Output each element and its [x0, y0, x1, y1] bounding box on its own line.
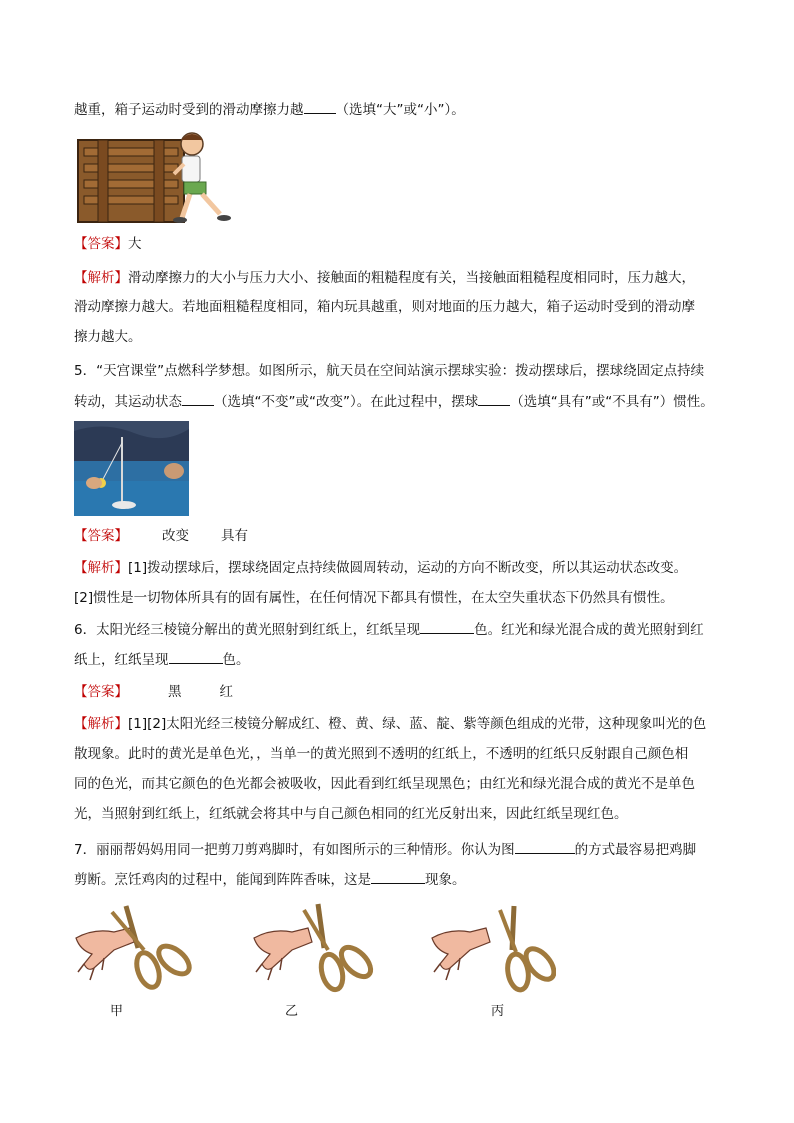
q7-blank-2: [371, 870, 425, 884]
q6-answer-line: 【答案】 黑 红: [74, 684, 233, 700]
q6-analysis-line-2: 散现象。此时的黄光是单色光，，当单一的黄光照到不透明的红纸上，不透明的红纸只反射跟自己颜色相: [74, 746, 689, 762]
q6-blank-2: [169, 650, 223, 664]
q7-blank-1: [515, 840, 575, 854]
q4-question-line: [74, 100, 465, 120]
q4-analysis-line-1: 【解析】滑动摩擦力的大小与压力大小、接触面的粗糙程度有关，当接触面粗糙程度相同时，压力越大，: [74, 270, 695, 286]
q4-analysis-line-2: 滑动摩擦力越大。若地面粗糙程度相同，箱内玩具越重，则对地面的压力越大，箱子运动时受到的滑动摩: [74, 299, 695, 315]
q7-question-line-2: 剪断。烹饪鸡肉的过程中，能闻到阵阵香味，这是 现象。: [74, 872, 466, 888]
scissors-figure-jia: [74, 898, 200, 994]
q4-answer-blank: [304, 100, 336, 114]
answer-tag: 【答案】: [74, 236, 128, 252]
q4-answer-line: [74, 234, 142, 254]
q5-answer-2: 具有: [221, 528, 248, 544]
q6-question-line-1: 6．太阳光经三棱镜分解出的黄光照射到红纸上，红纸呈现 色。红光和绿光混合成的黄光照射到红: [74, 622, 704, 638]
scissors-figure-bing: [430, 898, 556, 994]
q6-question-line-2: 纸上，红纸呈现 色。: [74, 652, 250, 668]
q5-blank-2: [478, 392, 510, 406]
figure-label-jia: 甲: [110, 1004, 124, 1019]
q6-blank-1: [420, 620, 474, 634]
q4-text-post: （选填“大”或“小”）。: [335, 102, 465, 118]
q5-blank-1: [182, 392, 214, 406]
q6-analysis-line-4: 光，当照射到红纸上，红纸就会将其中与自己颜色相同的红光反射出来，因此红纸呈现红色。: [74, 806, 628, 822]
q5-question-line-1: 5．“天宫课堂”点燃科学梦想。如图所示，航天员在空间站演示摆球实验：拨动摆球后，摆球绕固定点持续: [74, 363, 705, 379]
space-pendulum-photo: [74, 421, 189, 516]
q7-question-line-1: 7．丽丽帮妈妈用同一把剪刀剪鸡脚时，有如图所示的三种情形。你认为图 的方式最容易把鸡脚: [74, 842, 697, 858]
q4-analysis-line-3: 擦力越大。: [74, 329, 142, 345]
q5-answer-1: 改变: [162, 528, 189, 544]
q5-analysis-line-1: 【解析】[1]拨动摆球后，摆球绕固定点持续做圆周转动，运动的方向不断改变，所以其运动状态改变。: [74, 560, 688, 576]
q4-answer: 大: [128, 236, 142, 252]
q5-analysis-line-2: [2]惯性是一切物体所具有的固有属性，在任何情况下都具有惯性，在太空失重状态下仍然具有惯性。: [74, 590, 674, 606]
q6-analysis-line-1: 【解析】[1][2]太阳光经三棱镜分解成红、橙、黄、绿、蓝、靛、紫等颜色组成的光带，这种现象叫光的色: [74, 716, 707, 732]
q6-analysis-line-3: 同的色光，而其它颜色的色光都会被吸收，因此看到红纸呈现黑色；由红光和绿光混合成的黄光不是单色: [74, 776, 695, 792]
q4-text-pre: 越重，箱子运动时受到的滑动摩擦力越: [74, 102, 304, 118]
q5-answer-line: 【答案】 改变 具有: [74, 528, 248, 544]
q5-question-line-2: 转动，其运动状态 （选填“不变”或“改变”）。在此过程中，摆球 （选填“具有”或“不具有”）惯性。: [74, 394, 714, 410]
scissors-figure-yi: [252, 898, 378, 994]
figure-label-bing: 丙: [491, 1004, 505, 1019]
q6-answer-2: 红: [219, 684, 233, 700]
figure-label-yi: 乙: [285, 1004, 299, 1019]
analysis-tag: 【解析】: [74, 270, 128, 286]
box-pushing-figure: [74, 130, 234, 226]
q6-answer-1: 黑: [168, 684, 182, 700]
